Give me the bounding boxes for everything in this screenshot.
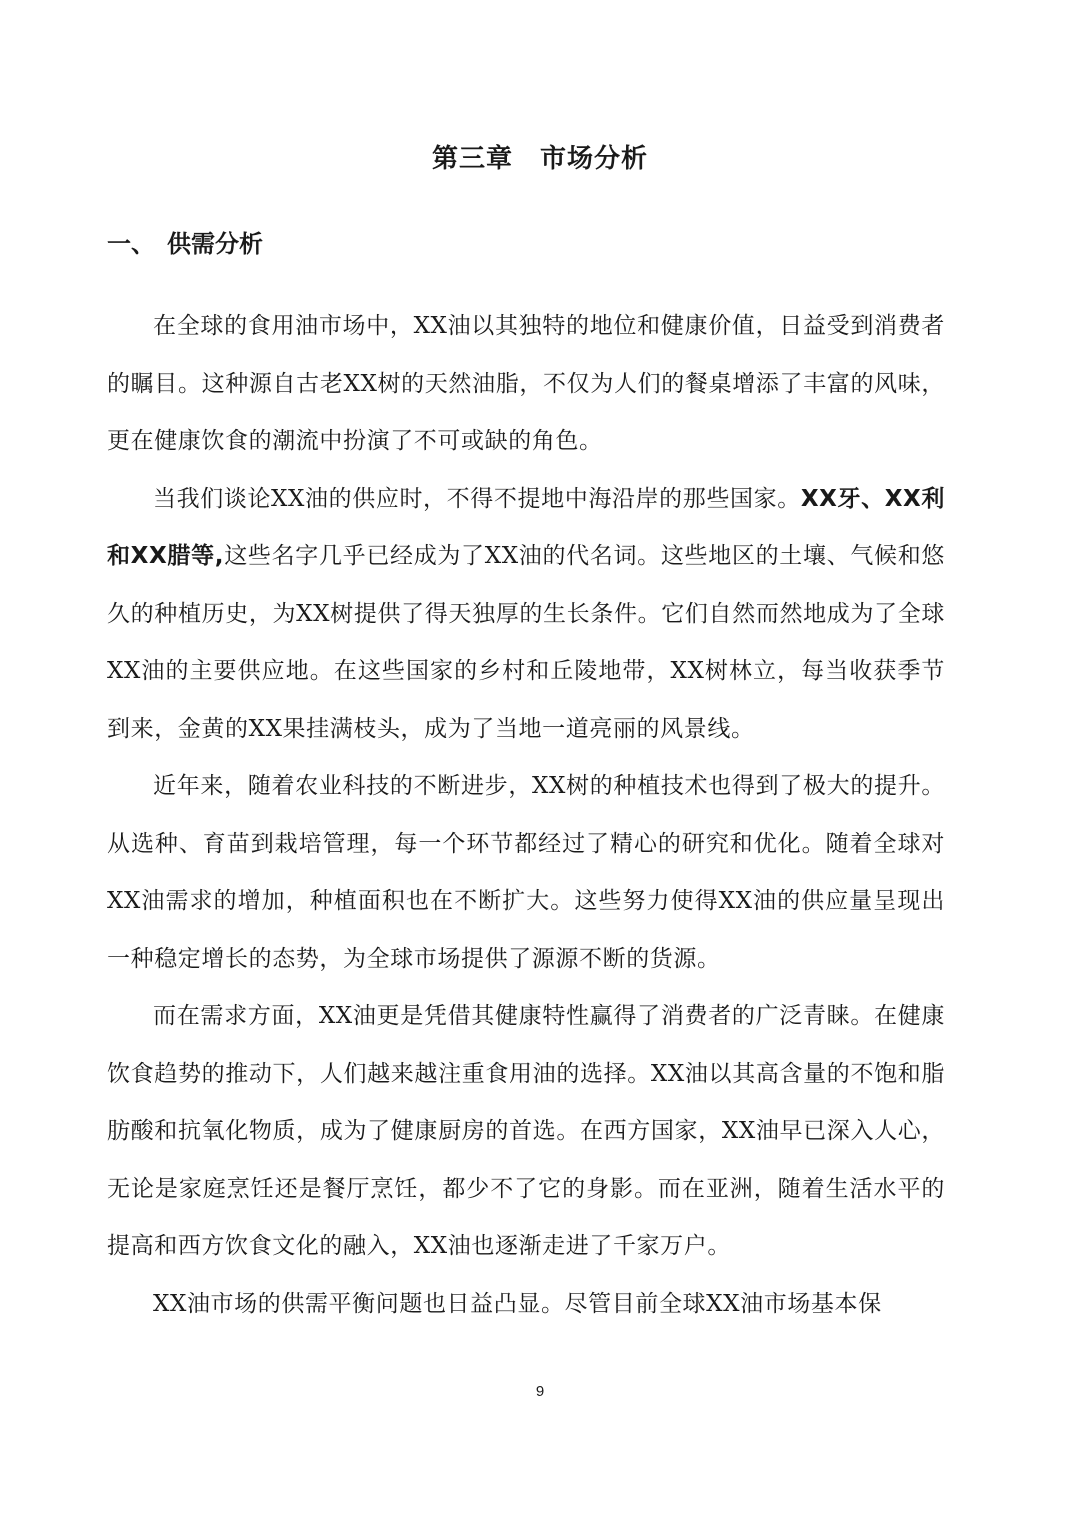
paragraph: 在全球的食用油市场中，XX油以其独特的地位和健康价值，日益受到消费者的瞩目。这种源自古老XX树的天然油脂，不仅为人们的餐桌增添了丰富的风味，更在健康饮食的潮流中扮演了不可或缺的角色。 [107,313,945,454]
paragraph [107,471,945,759]
page-number: 9 [535,1383,545,1400]
paragraph-text: 这些名字几乎已经成为了XX油的代名词。这些地区的土壤、气候和悠久的种植历史，为XX树提供了得天独厚的生长条件。它们自然而然地成为了全球XX油的主要供应地。在这些国家的乡村和丘陵地带，XX树林立，每当收获季节到来，金黄的XX果挂满枝头，成为了当地一道亮丽的风景线。 [107,543,945,742]
paragraph-text: 当我们谈论XX油的供应时，不得不提地中海沿岸的那些国家。 [153,485,801,512]
paragraph: XX油市场的供需平衡问题也日益凸显。尽管目前全球XX油市场基本保 [153,1290,882,1317]
paragraph: 近年来，随着农业科技的不断进步，XX树的种植技术也得到了极大的提升。从选种、育苗到栽培管理，每一个环节都经过了精心的研究和优化。随着全球对XX油需求的增加，种植面积也在不断扩大。这些努力使得XX油的供应量呈现出一种稳定增长的态势，为全球市场提供了源源不断的货源。 [107,773,945,972]
section-heading: 一、 供需分析 [107,230,263,258]
paragraph-bold-text: XX牙、XX利和XX腊等, [107,485,945,569]
body-text [107,298,945,1333]
paragraph: 而在需求方面，XX油更是凭借其健康特性赢得了消费者的广泛青睐。在健康饮食趋势的推动下，人们越来越注重食用油的选择。XX油以其高含量的不饱和脂肪酸和抗氧化物质，成为了健康厨房的首选。在西方国家，XX油早已深入人心，无论是家庭烹饪还是餐厅烹饪，都少不了它的身影。而在亚洲，随着生活水平的提高和西方饮食文化的融入，XX油也逐渐走进了千家万户。 [107,1003,945,1259]
chapter-title: 第三章 市场分析 [431,144,648,174]
